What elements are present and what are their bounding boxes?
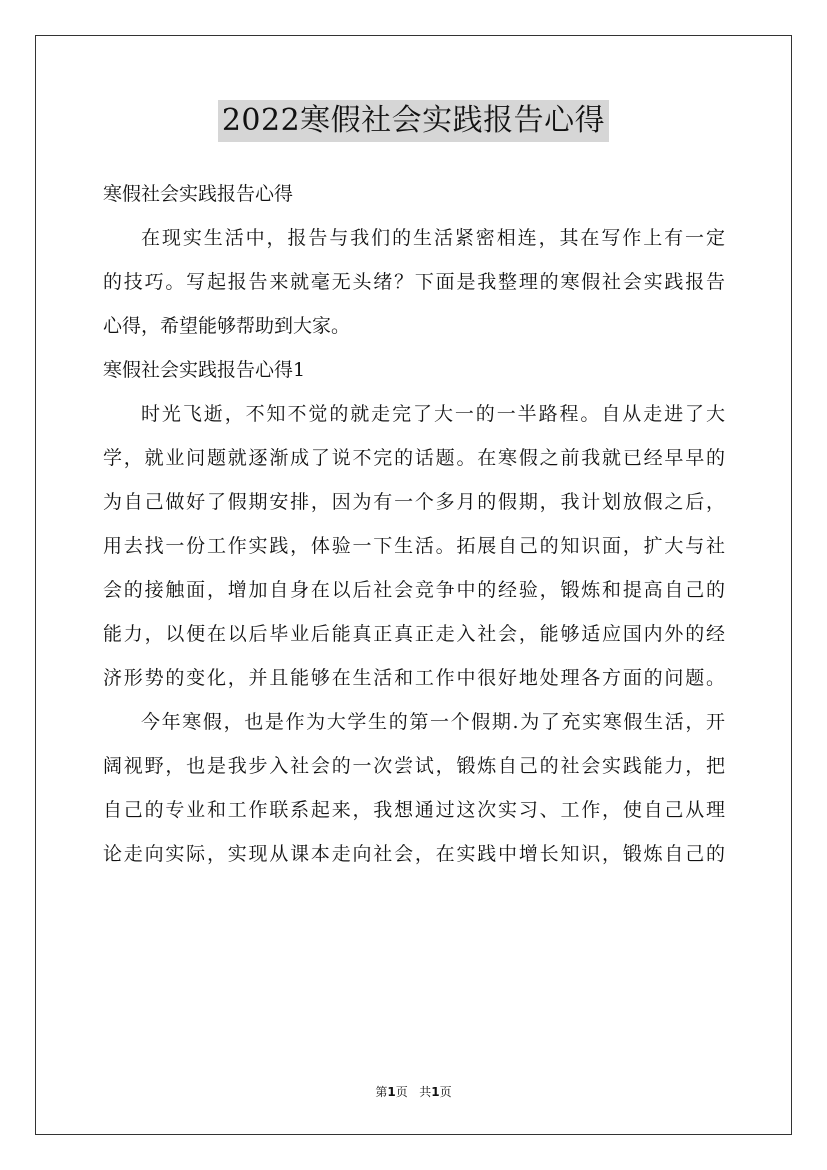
page-prefix: 第 [375, 1085, 388, 1099]
paragraph-line: 论走向实际，实现从课本走向社会，在实践中增长知识，锻炼自己的 [103, 843, 725, 865]
page-footer [0, 1083, 827, 1100]
paragraph-line: 会的接触面，增加自身在以后社会竞争中的经验，锻炼和提高自己的 [103, 579, 725, 601]
title-area [0, 100, 827, 142]
total-suffix: 页 [439, 1085, 452, 1099]
paragraph-line: 学，就业问题就逐渐成了说不完的话题。在寒假之前我就已经早早的 [103, 447, 725, 469]
paragraph-line: 时光飞逝，不知不觉的就走完了大一的一半路程。自从走进了大 [141, 403, 725, 425]
page-suffix: 页 [395, 1085, 408, 1099]
intro-line: 心得，希望能够帮助到大家。 [103, 315, 351, 337]
total-pages: 1 [431, 1085, 440, 1099]
intro-line: 在现实生活中，报告与我们的生活紧密相连，其在写作上有一定 [141, 227, 725, 249]
section-heading: 寒假社会实践报告心得1 [103, 359, 306, 381]
paragraph-line: 自己的专业和工作联系起来，我想通过这次实习、工作，使自己从理 [103, 799, 725, 821]
paragraph-line: 用去找一份工作实践，体验一下生活。拓展自己的知识面，扩大与社 [103, 535, 725, 557]
paragraph-line: 能力，以便在以后毕业后能真正真正走入社会，能够适应国内外的经 [103, 623, 725, 645]
document-title: 2022寒假社会实践报告心得 [218, 100, 609, 142]
subtitle: 寒假社会实践报告心得 [103, 183, 294, 205]
intro-line: 的技巧。写起报告来就毫无头绪？下面是我整理的寒假社会实践报告 [103, 271, 725, 293]
page-number: 1 [387, 1085, 396, 1099]
paragraph-line: 济形势的变化，并且能够在生活和工作中很好地处理各方面的问题。 [103, 667, 725, 689]
paragraph-line: 今年寒假，也是作为大学生的第一个假期.为了充实寒假生活，开 [141, 711, 725, 733]
paragraph-line: 为自己做好了假期安排，因为有一个多月的假期，我计划放假之后， [103, 491, 725, 513]
document-body [103, 172, 725, 876]
paragraph-line: 阔视野，也是我步入社会的一次尝试，锻炼自己的社会实践能力，把 [103, 755, 725, 777]
total-prefix: 共 [419, 1085, 432, 1099]
